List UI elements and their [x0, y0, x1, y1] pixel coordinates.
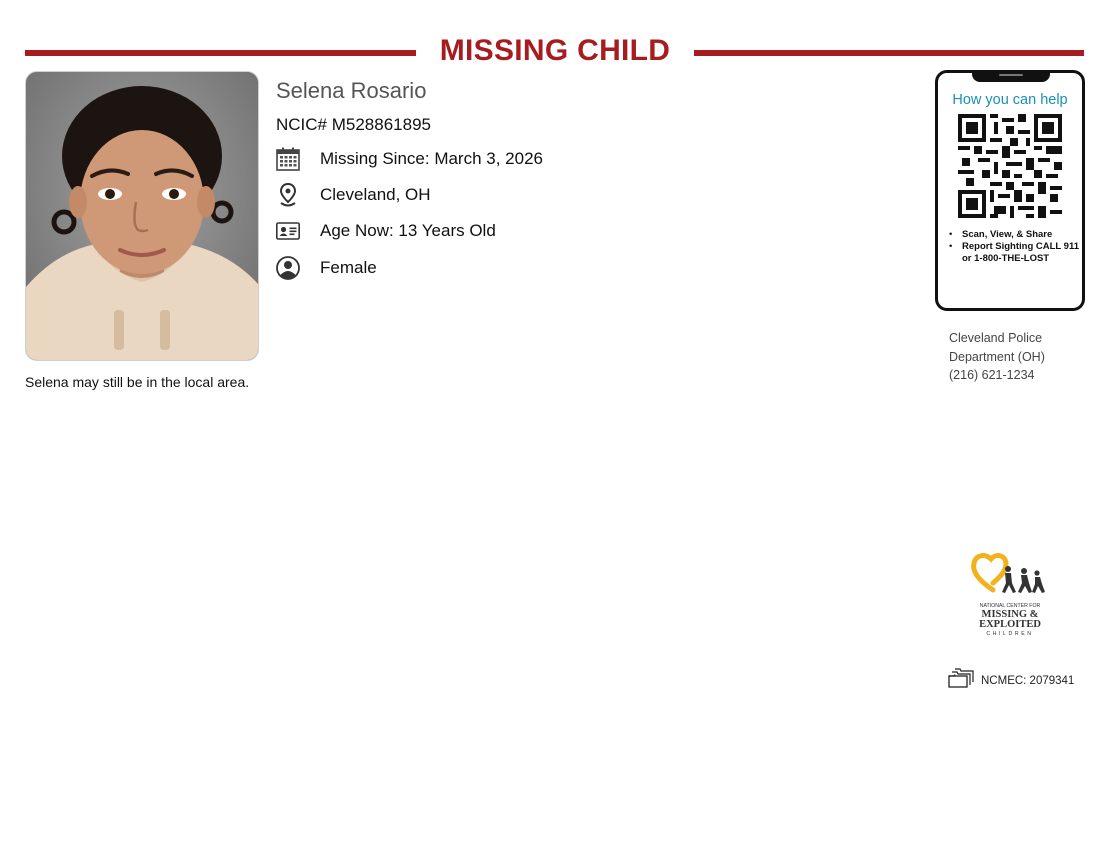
ncmec-logo: [968, 549, 1052, 639]
sex: Female: [320, 258, 377, 277]
additional-note: Selena may still be in the local area.: [25, 374, 250, 390]
calendar-icon: [276, 147, 300, 171]
ncic-number: NCIC# M528861895: [276, 115, 431, 134]
ncmec-case-number: NCMEC: 2079341: [981, 674, 1075, 687]
case-number-row: [948, 668, 1074, 693]
agency-phone: (216) 621-1234: [949, 368, 1035, 382]
person-icon: [276, 256, 300, 280]
help-phone-panel: [935, 70, 1085, 311]
help-bullets: [947, 229, 1079, 265]
help-bullet-report: • Report Sighting CALL 911 or 1-800-THE-LOST: [947, 241, 1079, 265]
missing-since: Missing Since: March 3, 2026: [320, 149, 543, 168]
location-row: [276, 183, 431, 207]
age-now: Age Now: 13 Years Old: [320, 221, 496, 240]
page-title: MISSING CHILD: [439, 34, 671, 67]
folder-stack-icon: [948, 668, 974, 693]
help-bullet-share: • Scan, View, & Share: [947, 229, 1079, 241]
missing-since-row: [276, 147, 543, 171]
phone-notch: [972, 70, 1050, 82]
logo-text-line2: MISSING &: [981, 609, 1039, 620]
location-pin-icon: [276, 183, 300, 207]
agency-name-line1: Cleveland Police: [949, 331, 1043, 345]
child-photo: [25, 71, 259, 361]
child-name: Selena Rosario: [276, 78, 427, 103]
sex-row: [276, 256, 377, 280]
help-title: How you can help: [952, 92, 1068, 108]
agency-contact: [949, 329, 1045, 385]
photo-illustration: [26, 72, 258, 360]
ncmec-logo-mark: [968, 549, 1052, 639]
qr-code[interactable]: [958, 114, 1062, 218]
age-row: [276, 219, 496, 243]
logo-text-line1: NATIONAL CENTER FOR: [979, 603, 1041, 609]
last-seen-location: Cleveland, OH: [320, 185, 431, 204]
agency-name-line2: Department (OH): [949, 349, 1045, 364]
logo-text-line3: EXPLOITED: [979, 619, 1041, 630]
logo-text-line4: CHILDREN: [986, 631, 1034, 637]
header-rule-left: [25, 50, 416, 56]
header-rule-right: [694, 50, 1084, 56]
id-card-icon: [276, 219, 300, 243]
